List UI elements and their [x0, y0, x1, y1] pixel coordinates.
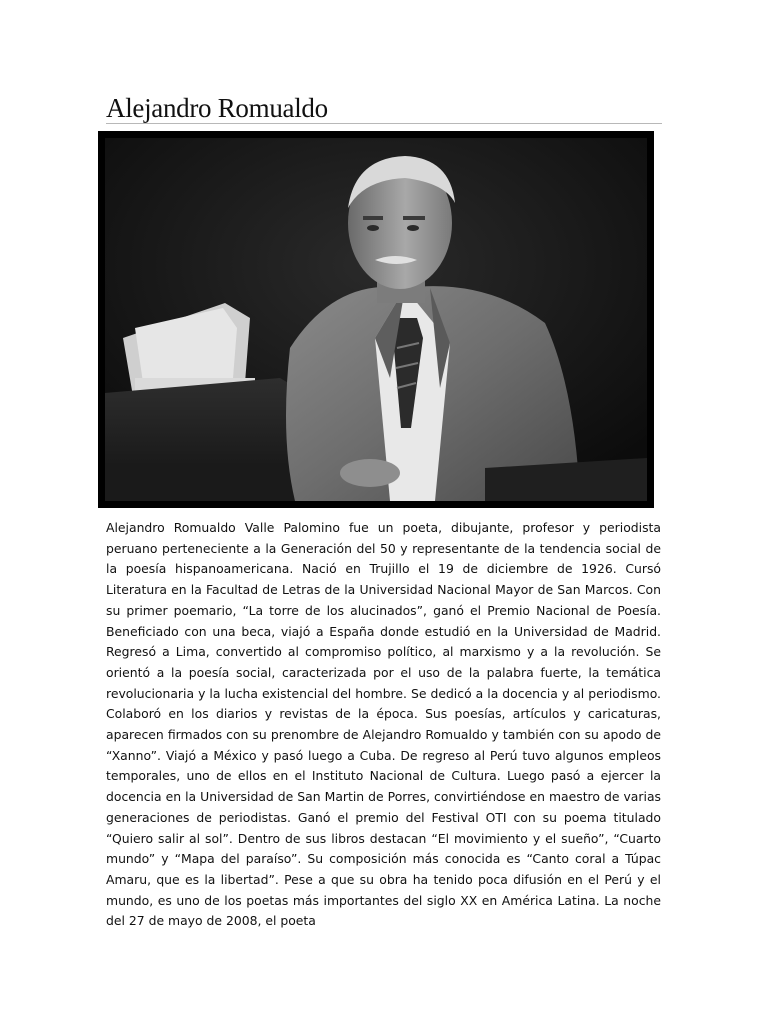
portrait-photo	[98, 131, 654, 508]
biography-text: Alejandro Romualdo Valle Palomino fue un poeta, dibujante, profesor y periodista peruano perteneciente a la Generación del 50 y representante de la tendencia social de la poesía hispanoamericana. Nació en Trujillo el 19 de diciembre de 1926. Cursó Literatura en la Facultad de Letras de la Universidad Nacional Mayor de San Marcos. Con su primer poemario, “La torre de los alucinados”, ganó el Premio Nacional de Poesía. Beneficiado con una beca, viajó a España donde estudió en la Universidad de Madrid. Regresó a Lima, convertido al compromiso político, al marxismo y a la revolución. Se orientó a la poesía social, caracterizada por el uso de la palabra fuerte, la temática revolucionaria y la lucha existencial del hombre. Se dedicó a la docencia y al periodismo. Colaboró en los diarios y revistas de la época. Sus poesías, artículos y caricaturas, aparecen firmados con su prenombre de Alejandro Romualdo y también con su apodo de “Xanno”. Viajó a México y pasó luego a Cuba. De regreso al Perú tuvo algunos empleos temporales, uno de ellos en el Instituto Nacional de Cultura. Luego pasó a ejercer la docencia en la Universidad de San Martin de Porres, convirtiéndose en maestro de varias generaciones de periodistas. Ganó el premio del Festival OTI con su poema titulado “Quiero salir al sol”. Dentro de sus libros destacan “El movimiento y el sueño”, “Cuarto mundo” y “Mapa del paraíso”. Su composición más conocida es “Canto coral a Túpac Amaru, que es la libertad”. Pese a que su obra ha tenido poca difusión en el Perú y el mundo, es uno de los poetas más importantes del siglo XX en América Latina. La noche del 27 de mayo de 2008, el poeta	[106, 520, 661, 929]
portrait-photo-image	[105, 138, 647, 501]
title-underline	[106, 123, 662, 124]
page-title: Alejandro Romualdo	[106, 93, 328, 123]
portrait-illustration	[105, 138, 647, 501]
